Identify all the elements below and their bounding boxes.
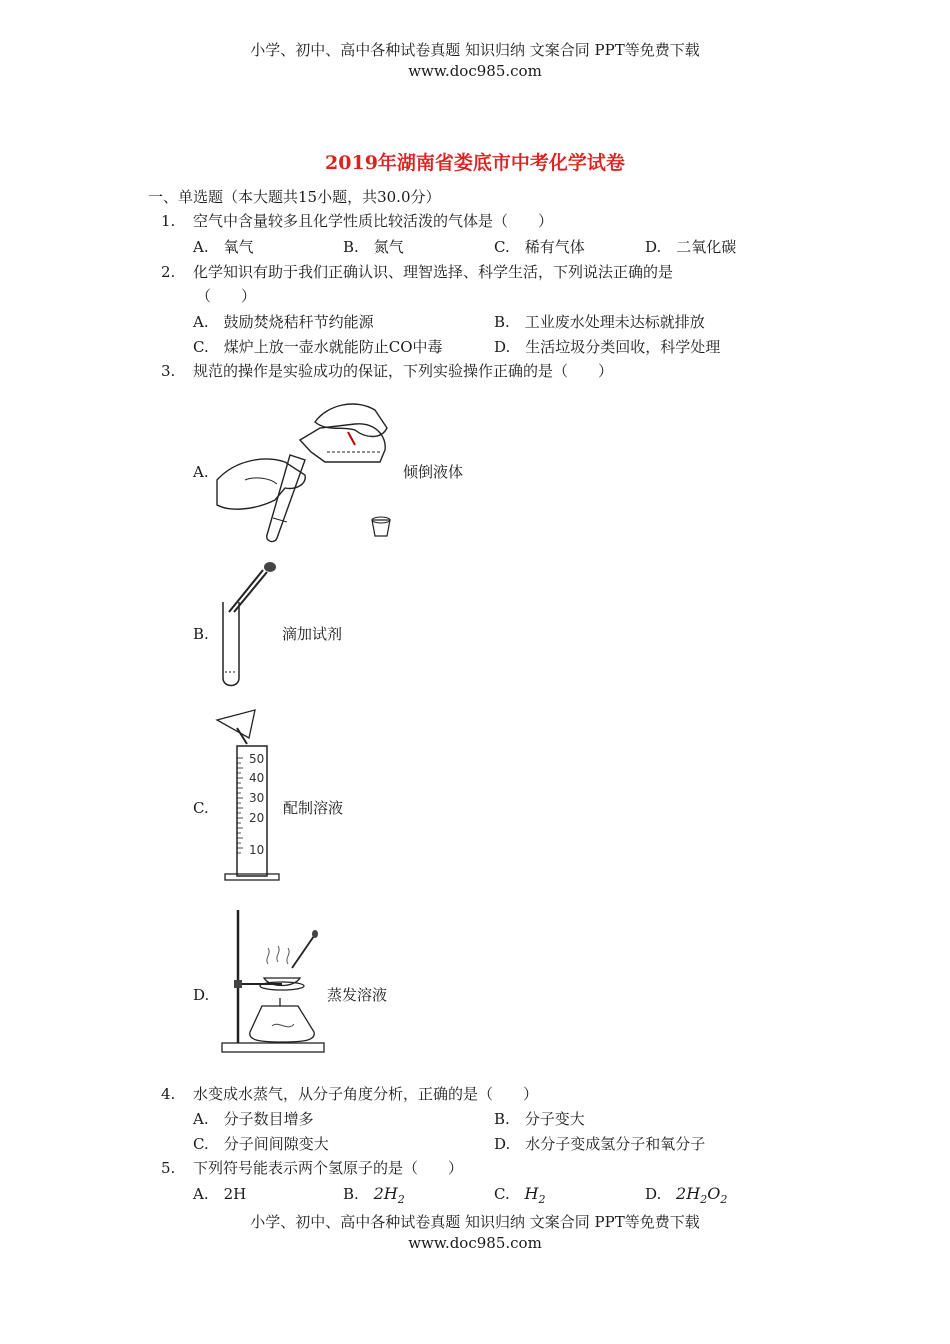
q3-d-label: D.: [193, 986, 210, 1004]
q3-c-label: C.: [193, 799, 209, 817]
q4-option-d: D. 水分子变成氢分子和氧分子: [494, 1135, 706, 1153]
q5-d-formula-o: O: [707, 1184, 721, 1203]
cylinder-mark-50: 50: [249, 752, 265, 766]
q1-option-c: C. 稀有气体: [494, 238, 585, 256]
measuring-cylinder-illustration: [215, 708, 285, 883]
q4-stem: 水变成水蒸气，从分子角度分析，正确的是（ ）: [193, 1085, 539, 1103]
q5-d-formula-h: 2H: [676, 1184, 701, 1203]
q5-b-subscript: 2: [397, 1193, 405, 1207]
q2-option-b: B. 工业废水处理未达标就排放: [494, 313, 705, 331]
q1-number: 1.: [161, 212, 176, 230]
q1-option-a: A. 氧气: [193, 238, 254, 256]
cylinder-mark-20: 20: [249, 811, 265, 825]
q1-option-b: B. 氮气: [343, 238, 404, 256]
q3-a-caption: 倾倒液体: [403, 463, 464, 481]
q4-option-a: A. 分子数目增多: [193, 1110, 314, 1128]
q2-option-a: A. 鼓励焚烧秸秆节约能源: [193, 313, 374, 331]
footer-banner: 小学、初中、高中各种试卷真题 知识归纳 文案合同 PPT等免费下载: [250, 1213, 700, 1231]
section-heading: 一、单选题（本大题共15小题，共30.0分）: [148, 188, 441, 206]
cylinder-mark-30: 30: [249, 791, 265, 805]
header-url: www.doc985.com: [408, 62, 542, 80]
q2-option-c: C. 煤炉上放一壶水就能防止CO中毒: [193, 338, 443, 356]
q2-option-d: D. 生活垃圾分类回收，科学处理: [494, 338, 721, 356]
q3-d-caption: 蒸发溶液: [327, 986, 388, 1004]
q5-stem: 下列符号能表示两个氢原子的是（ ）: [193, 1159, 464, 1177]
q3-c-caption: 配制溶液: [283, 799, 344, 817]
cylinder-mark-40: 40: [249, 771, 265, 785]
cylinder-mark-10: 10: [249, 843, 265, 857]
q5-option-a: A. 2H: [193, 1185, 247, 1203]
dropper-illustration: [215, 560, 285, 690]
evaporation-illustration: [222, 908, 332, 1058]
footer-url: www.doc985.com: [408, 1234, 542, 1252]
q4-option-c: C. 分子间间隙变大: [193, 1135, 329, 1153]
page-title: 2019年湖南省娄底市中考化学试卷: [325, 152, 625, 174]
q5-d-subscript-o: 2: [720, 1193, 728, 1207]
q5-c-subscript: 2: [538, 1193, 546, 1207]
q2-stem: 化学知识有助于我们正确认识、理智选择、科学生活，下列说法正确的是: [193, 263, 674, 281]
q4-number: 4.: [161, 1085, 176, 1103]
q5-option-b: [343, 1184, 405, 1210]
q5-b-formula: 2H: [373, 1184, 398, 1203]
q5-c-label: C.: [494, 1185, 510, 1203]
q5-c-formula: H: [524, 1184, 539, 1203]
q1-stem: 空气中含量较多且化学性质比较活泼的气体是（ ）: [193, 212, 554, 230]
q3-number: 3.: [161, 362, 176, 380]
q3-b-label: B.: [193, 625, 209, 643]
q4-option-b: B. 分子变大: [494, 1110, 585, 1128]
q2-number: 2.: [161, 263, 176, 281]
header-banner: 小学、初中、高中各种试卷真题 知识归纳 文案合同 PPT等免费下载: [250, 41, 700, 59]
q5-d-subscript-h: 2: [700, 1193, 708, 1207]
pouring-liquid-illustration: [215, 400, 395, 550]
q3-b-caption: 滴加试剂: [282, 625, 343, 643]
q5-d-label: D.: [645, 1185, 662, 1203]
q2-stem-bracket: （ ）: [196, 287, 257, 305]
q1-option-d: D. 二氧化碳: [645, 238, 737, 256]
q3-a-label: A.: [193, 463, 209, 481]
q3-stem: 规范的操作是实验成功的保证，下列实验操作正确的是（ ）: [193, 362, 614, 380]
q5-b-label: B.: [343, 1185, 359, 1203]
q5-option-d: [645, 1184, 727, 1210]
q5-number: 5.: [161, 1159, 176, 1177]
q5-option-c: [494, 1184, 545, 1210]
